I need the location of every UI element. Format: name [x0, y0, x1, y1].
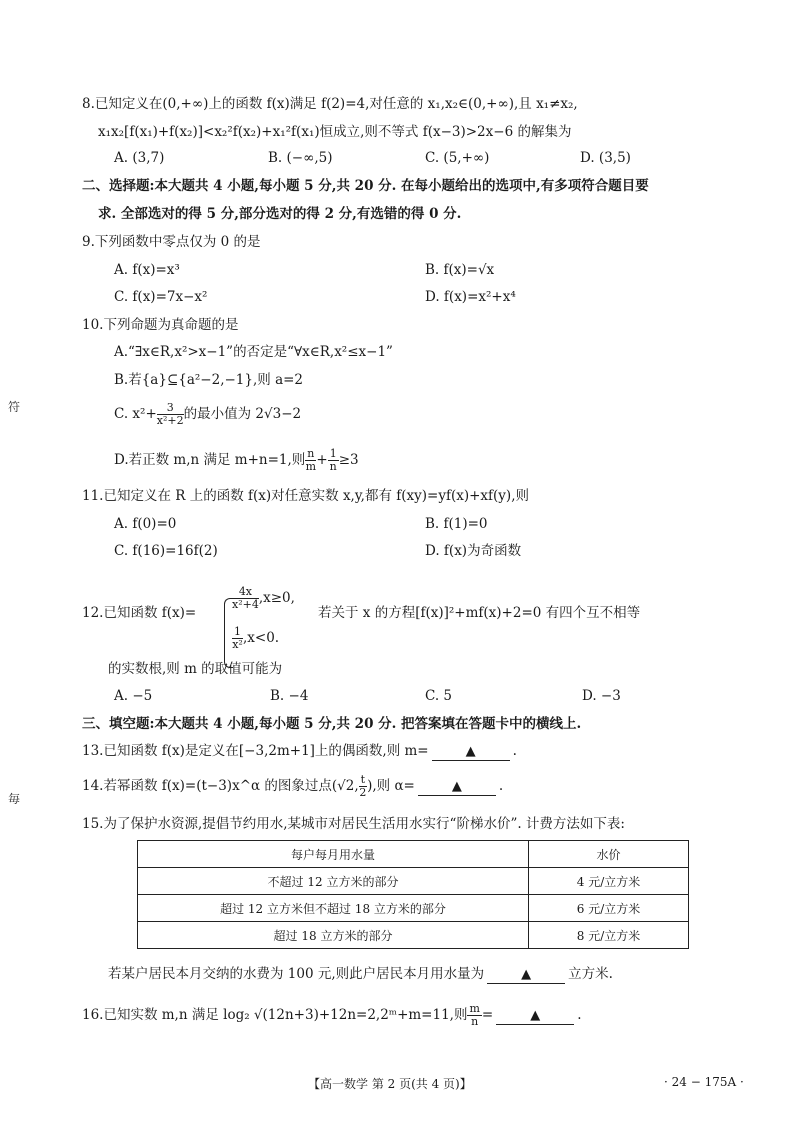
- q12-case-1: [232, 586, 295, 611]
- table-cell-price: 8 元/立方米: [529, 922, 689, 949]
- q10-option-b: B.若{a}⊆{a²−2,−1},则 a=2: [114, 372, 304, 388]
- q10-d-fraction-2: [328, 448, 339, 473]
- q10-option-a: A.“∃x∈R,x²>x−1”的否定是“∀x∈R,x²≤x−1”: [114, 344, 393, 360]
- q16-fraction: [467, 1003, 481, 1028]
- table-header-price: 水价: [529, 841, 689, 868]
- q16-numerator: m: [469, 1002, 480, 1015]
- q11-option-b: B. f(1)=0: [425, 516, 488, 532]
- q10-d-f1-numerator: n: [307, 447, 315, 460]
- q12-option-c: C. 5: [425, 688, 453, 704]
- page-footer-title: 【高一数学 第 2 页(共 4 页)】: [308, 1077, 472, 1091]
- water-price-table: [137, 840, 689, 949]
- margin-char-bottom: 毎: [8, 792, 21, 806]
- q10-d-f2-denominator: n: [329, 460, 337, 473]
- q9-option-c: C. f(x)=7x−x²: [114, 289, 208, 305]
- q14-numerator: t: [360, 773, 366, 786]
- q14-denominator: 2: [359, 786, 367, 799]
- q10-d-pre: D.若正数 m,n 满足 m+n=1,则: [114, 452, 306, 468]
- q13-end: .: [512, 743, 517, 759]
- q10-d-plus: +: [316, 452, 328, 468]
- q9-option-a: A. f(x)=x³: [114, 262, 180, 278]
- q11-stem: 11.已知定义在 R 上的函数 f(x)对任意实数 x,y,都有 f(xy)=yf(x)+xf(y),则: [82, 488, 529, 504]
- q16-denominator: n: [471, 1015, 479, 1028]
- margin-char-top: 符: [8, 400, 21, 414]
- q8-option-d: D. (3,5): [580, 150, 631, 166]
- section2-heading-line1: 二、选择题:本大题共 4 小题,每小题 5 分,共 20 分. 在每小题给出的选项中,有多项符合题目要: [82, 178, 649, 194]
- q10-option-d: [114, 448, 359, 473]
- q15-followup: [108, 964, 613, 984]
- page-footer-code: · 24 − 175A ·: [664, 1075, 744, 1089]
- q15-stem: 15.为了保护水资源,提倡节约用水,某城市对居民生活用水实行“阶梯水价”. 计费方法如下表:: [82, 816, 625, 832]
- q10-c-denominator: x²+2: [156, 414, 184, 427]
- q12-case1-fraction: [232, 586, 259, 611]
- q9-option-b: B. f(x)=√x: [425, 262, 495, 278]
- q10-c-numerator: 3: [157, 402, 184, 415]
- q15-unit: 立方米.: [568, 966, 613, 982]
- q12-case2-fraction: [232, 626, 243, 651]
- q12-stem-post: 若关于 x 的方程[f(x)]²+mf(x)+2=0 有四个互不相等: [318, 605, 641, 621]
- q12-case2-denominator: x²: [232, 638, 243, 651]
- q12-case2-condition: ,x<0.: [243, 630, 280, 646]
- q13: [82, 741, 517, 761]
- q8-option-b: B. (−∞,5): [268, 150, 333, 166]
- q10-d-post: ≥3: [338, 452, 359, 468]
- q9-option-d: D. f(x)=x²+x⁴: [425, 289, 516, 305]
- q14-fraction: [359, 774, 367, 799]
- q10-c-post: 的最小值为 2√3−2: [183, 406, 302, 422]
- q14-blank-mark: ▲: [451, 779, 462, 794]
- table-row: [138, 922, 689, 949]
- q10-d-f1-denominator: m: [305, 460, 317, 473]
- table-cell-usage: 超过 18 立方米的部分: [138, 922, 529, 949]
- q13-answer-blank[interactable]: [432, 743, 510, 761]
- q10-stem: 10.下列命题为真命题的是: [82, 317, 239, 333]
- q9-stem: 9.下列函数中零点仅为 0 的是: [82, 234, 261, 250]
- q11-option-d: D. f(x)为奇函数: [425, 543, 522, 559]
- table-cell-usage: 不超过 12 立方米的部分: [138, 868, 529, 895]
- table-header-row: [138, 841, 689, 868]
- q13-blank-mark: ▲: [465, 744, 476, 759]
- q14-stem-pre: 14.若幂函数 f(x)=(t−3)x^α 的图象过点(√2,: [82, 778, 359, 794]
- section2-heading-line2: 求. 全部选对的得 5 分,部分选对的得 2 分,有选错的得 0 分.: [98, 206, 462, 222]
- q11-option-a: A. f(0)=0: [114, 516, 177, 532]
- q12-case1-numerator: 4x: [232, 586, 259, 599]
- q14: [82, 774, 503, 799]
- q12-option-b: B. −4: [270, 688, 309, 704]
- q16-end: .: [577, 1007, 582, 1023]
- q15-followup-text: 若某户居民本月交纳的水费为 100 元,则此户居民本月用水量为: [108, 966, 485, 982]
- table-cell-price: 6 元/立方米: [529, 895, 689, 922]
- table-header-usage: 每户每月用水量: [138, 841, 529, 868]
- q10-c-fraction: [157, 402, 184, 427]
- q8-option-c: C. (5,+∞): [425, 150, 490, 166]
- q16-blank-mark: ▲: [530, 1008, 541, 1023]
- q11-option-c: C. f(16)=16f(2): [114, 543, 218, 559]
- q12-option-d: D. −3: [582, 688, 621, 704]
- q13-stem: 13.已知函数 f(x)是定义在[−3,2m+1]上的偶函数,则 m=: [82, 743, 429, 759]
- section3-heading: 三、填空题:本大题共 4 小题,每小题 5 分,共 20 分. 把答案填在答题卡中的横线上.: [82, 716, 582, 732]
- q15-answer-blank[interactable]: [487, 966, 565, 984]
- q12-case-2: [232, 626, 279, 651]
- q16-stem: 16.已知实数 m,n 满足 log₂ √(12n+3)+12n=2,2ᵐ+m=11,则: [82, 1007, 468, 1023]
- q12-stem-pre: 12.已知函数 f(x)=: [82, 605, 197, 621]
- q12-option-a: A. −5: [114, 688, 153, 704]
- q16-equals: =: [481, 1007, 494, 1023]
- q14-end: .: [498, 778, 504, 794]
- q10-d-fraction-1: [305, 448, 316, 473]
- q8-stem-line2: x₁x₂[f(x₁)+f(x₂)]<x₂²f(x₂)+x₁²f(x₁)恒成立,则不等式 f(x−3)>2x−6 的解集为: [98, 124, 572, 140]
- table-cell-price: 4 元/立方米: [529, 868, 689, 895]
- q14-stem-mid: ),则 α=: [367, 778, 415, 794]
- table-row: [138, 895, 689, 922]
- q16-answer-blank[interactable]: [496, 1007, 574, 1025]
- q10-option-c: [114, 402, 301, 427]
- q10-d-f2-numerator: 1: [329, 447, 337, 460]
- q15-blank-mark: ▲: [521, 967, 532, 982]
- table-cell-usage: 超过 12 立方米但不超过 18 立方米的部分: [138, 895, 529, 922]
- q8-option-a: A. (3,7): [114, 150, 165, 166]
- q16: [82, 1003, 582, 1028]
- q10-c-pre: C. x²+: [114, 406, 157, 422]
- q12-stem-line2: 的实数根,则 m 的取值可能为: [108, 661, 283, 677]
- q8-stem-line1: 8.已知定义在(0,+∞)上的函数 f(x)满足 f(2)=4,对任意的 x₁,x₂∈(0,+∞),且 x₁≠x₂,: [82, 96, 578, 112]
- q12-case1-condition: ,x≥0,: [258, 590, 295, 606]
- q14-answer-blank[interactable]: [418, 778, 496, 796]
- table-row: [138, 868, 689, 895]
- q12-case1-denominator: x²+4: [232, 598, 259, 611]
- q12-case2-numerator: 1: [234, 625, 241, 638]
